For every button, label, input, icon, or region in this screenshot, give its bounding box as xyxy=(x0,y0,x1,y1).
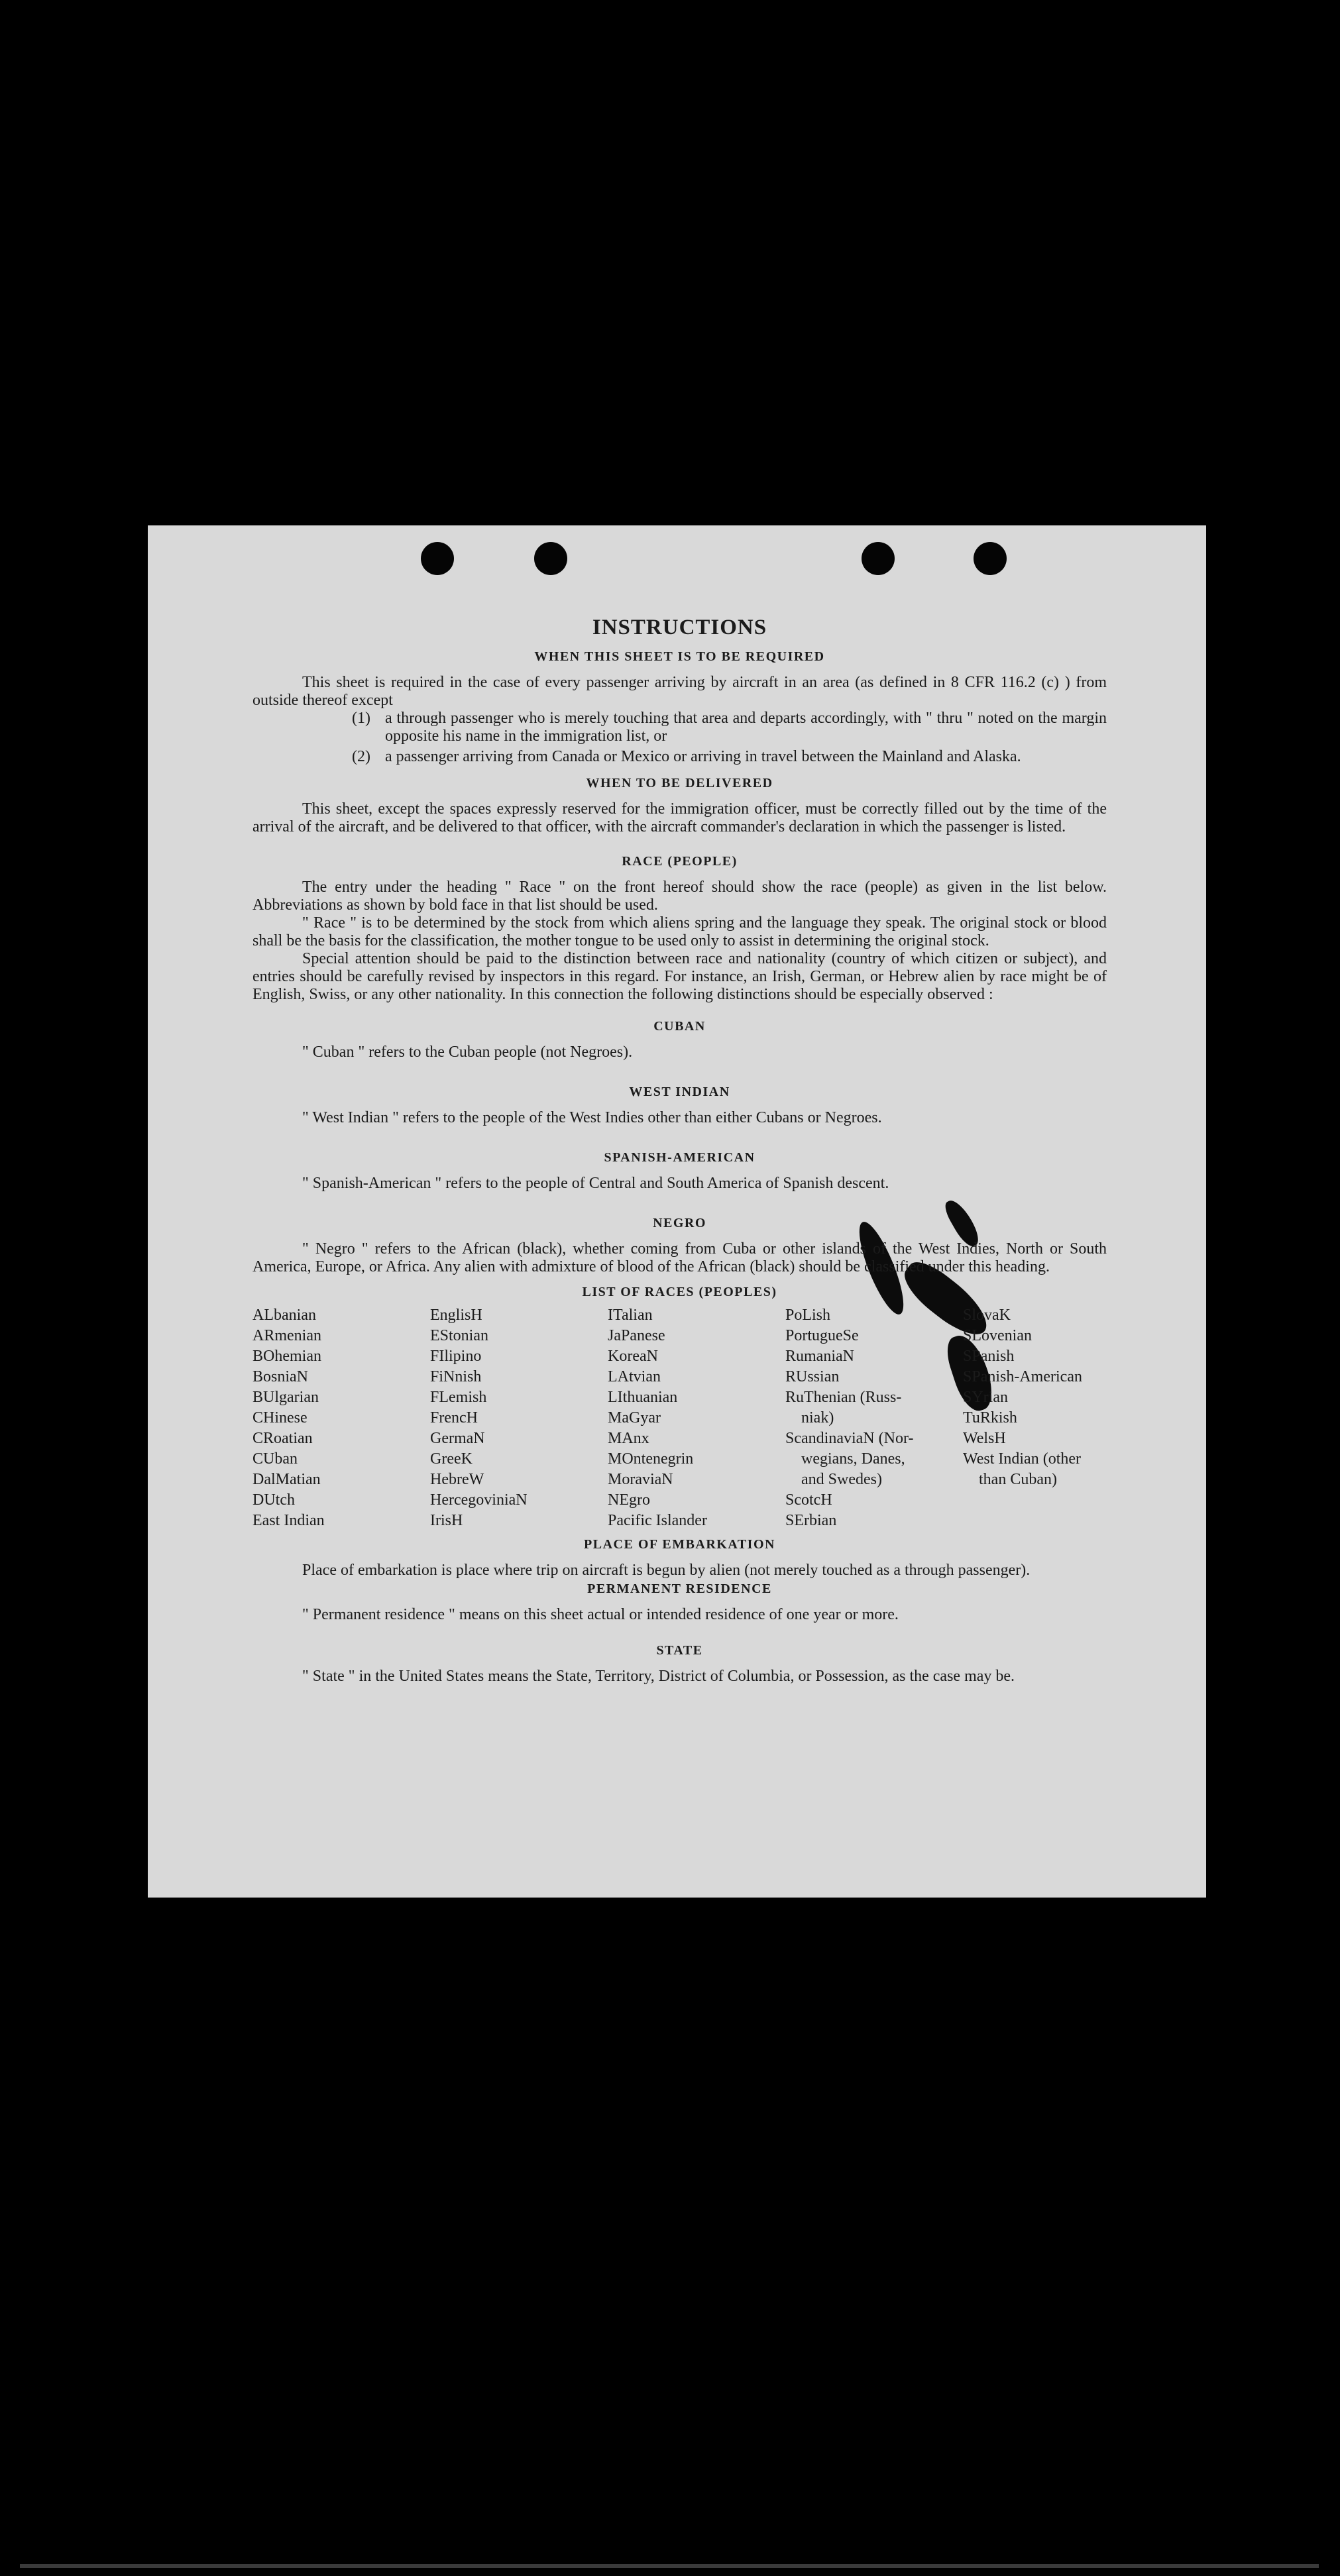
paragraph: This sheet, except the spaces expressly reserved for the immigration officer, must be correctly filled out by the time of the arrival of the aircraft, and be delivered to that officer, with the aircraft commander's declaration in which the passenger is listed. xyxy=(252,800,1107,835)
race-item: BUlgarian xyxy=(252,1389,319,1406)
document-page xyxy=(148,525,1206,1898)
race-item: IrisH xyxy=(430,1512,463,1529)
race-item: than Cuban) xyxy=(963,1471,1057,1488)
paragraph: " Race " is to be determined by the stock from which aliens spring and the language they speak. The original stock or blood shall be the basis for the classification, the mother tongue to be used only to assist in determining the original stock. xyxy=(252,914,1107,949)
race-item: LAtvian xyxy=(608,1368,661,1385)
race-item: PortugueSe xyxy=(785,1327,859,1344)
race-item: EnglisH xyxy=(430,1307,482,1324)
list-text: a passenger arriving from Canada or Mexico or arriving in travel between the Mainland and Alaska. xyxy=(385,748,1021,765)
race-item: ARmenian xyxy=(252,1327,321,1344)
punch-hole xyxy=(974,542,1007,575)
paragraph: The entry under the heading " Race " on the front hereof should show the race (people) as given in the list below. Abbreviations as shown by bold face in that list should be used. xyxy=(252,879,1107,914)
race-item: SYrian xyxy=(963,1389,1008,1406)
race-item: niak) xyxy=(785,1409,834,1426)
race-item: RumaniaN xyxy=(785,1348,854,1365)
race-item: HebreW xyxy=(430,1471,484,1488)
race-item: MaGyar xyxy=(608,1409,661,1426)
punch-hole xyxy=(534,542,567,575)
races-column xyxy=(608,1305,785,1531)
section-heading: STATE xyxy=(656,1643,703,1658)
paragraph: " State " in the United States means the State, Territory, District of Columbia, or Possession, as the case may be. xyxy=(302,1668,1015,1685)
race-item: NEgro xyxy=(608,1491,650,1509)
races-heading: LIST OF RACES (PEOPLES) xyxy=(582,1285,777,1299)
race-item: TuRkish xyxy=(963,1409,1017,1426)
race-item: SPanish xyxy=(963,1348,1015,1365)
paragraph: " Negro " refers to the African (black), whether coming from Cuba or other islands of the West Indies, North or South America, Europe, or Africa. Any alien with admixture of blood of the African (black) should be classified under this heading. xyxy=(252,1240,1107,1275)
race-item: ScotcH xyxy=(785,1491,832,1509)
section-heading: PLACE OF EMBARKATION xyxy=(584,1537,775,1552)
race-item: FrencH xyxy=(430,1409,478,1426)
section-heading: SPANISH-AMERICAN xyxy=(604,1150,755,1165)
races-column xyxy=(963,1305,1107,1531)
section-heading: WHEN TO BE DELIVERED xyxy=(586,776,773,790)
race-item: DalMatian xyxy=(252,1471,321,1488)
race-item: JaPanese xyxy=(608,1327,665,1344)
race-item: wegians, Danes, xyxy=(785,1450,905,1468)
race-item: EStonian xyxy=(430,1327,488,1344)
race-item: CUban xyxy=(252,1450,298,1468)
races-column xyxy=(785,1305,963,1531)
section-heading: RACE (PEOPLE) xyxy=(622,854,738,869)
races-list xyxy=(252,1305,1107,1531)
race-item: CHinese xyxy=(252,1409,307,1426)
race-item: WelsH xyxy=(963,1430,1006,1447)
list-number: (1) xyxy=(352,710,370,727)
race-item: RUssian xyxy=(785,1368,840,1385)
paragraph: " Permanent residence " means on this sheet actual or intended residence of one year or more. xyxy=(302,1606,899,1623)
race-item: SPanish-American xyxy=(963,1368,1082,1385)
race-item: SErbian xyxy=(785,1512,837,1529)
race-item: DUtch xyxy=(252,1491,295,1509)
list-item xyxy=(352,710,1107,745)
race-item: LIthuanian xyxy=(608,1389,678,1406)
race-item: MAnx xyxy=(608,1430,649,1447)
list-number: (2) xyxy=(352,748,370,765)
paragraph: Special attention should be paid to the distinction between race and nationality (country of which citizen or subject), and entries should be carefully revised by inspectors in this regard. For instance, an Irish, German, or Hebrew alien by race might be of English, Swiss, or any other nationality. In this connection the following distinctions should be especially observed : xyxy=(252,950,1107,1003)
scan-edge-noise xyxy=(20,2564,1319,2568)
race-item: PoLish xyxy=(785,1307,831,1324)
paragraph: This sheet is required in the case of every passenger arriving by aircraft in an area (as defined in 8 CFR 116.2 (c) ) from outside thereof except xyxy=(252,674,1107,709)
race-item: GermaN xyxy=(430,1430,485,1447)
list-text: a through passenger who is merely touching that area and departs accordingly, with " thru " noted on the margin opposite his name in the immigration list, or xyxy=(385,710,1107,745)
section-heading: NEGRO xyxy=(653,1216,706,1230)
section-heading: CUBAN xyxy=(653,1019,706,1034)
list-item xyxy=(352,748,1107,766)
race-item: BOhemian xyxy=(252,1348,321,1365)
race-item: West Indian (other xyxy=(963,1450,1082,1468)
race-item: GreeK xyxy=(430,1450,473,1468)
document-title: INSTRUCTIONS xyxy=(592,616,767,639)
race-item: RuThenian (Russ- xyxy=(785,1389,902,1406)
race-item: and Swedes) xyxy=(785,1471,882,1488)
race-item: FiNnish xyxy=(430,1368,482,1385)
instructions-content xyxy=(252,616,1107,1686)
section-heading: WHEN THIS SHEET IS TO BE REQUIRED xyxy=(534,649,825,664)
race-item: MOntenegrin xyxy=(608,1450,694,1468)
race-item: ScandinaviaN (Nor- xyxy=(785,1430,914,1447)
race-item: KoreaN xyxy=(608,1348,658,1365)
punch-hole xyxy=(421,542,454,575)
paragraph: " Spanish-American " refers to the people of Central and South America of Spanish descent. xyxy=(302,1175,889,1192)
races-column xyxy=(252,1305,430,1531)
race-item: HercegoviniaN xyxy=(430,1491,528,1509)
race-item: ALbanian xyxy=(252,1307,316,1324)
race-item: SlovaK xyxy=(963,1307,1011,1324)
section-heading: WEST INDIAN xyxy=(629,1085,730,1099)
paragraph: " Cuban " refers to the Cuban people (not Negroes). xyxy=(302,1044,633,1061)
race-item: ITalian xyxy=(608,1307,653,1324)
race-item: East Indian xyxy=(252,1512,325,1529)
race-item: BosniaN xyxy=(252,1368,308,1385)
punch-hole xyxy=(862,542,895,575)
paragraph: " West Indian " refers to the people of the West Indies other than either Cubans or Negroes. xyxy=(302,1109,882,1126)
races-column xyxy=(430,1305,608,1531)
race-item: FIlipino xyxy=(430,1348,482,1365)
section-heading: PERMANENT RESIDENCE xyxy=(587,1582,772,1596)
paragraph: Place of embarkation is place where trip on aircraft is begun by alien (not merely touched as a through passenger). xyxy=(302,1562,1031,1579)
race-item: CRoatian xyxy=(252,1430,313,1447)
race-item: FLemish xyxy=(430,1389,487,1406)
race-item: SLovenian xyxy=(963,1327,1032,1344)
race-item: Pacific Islander xyxy=(608,1512,707,1529)
race-item: MoraviaN xyxy=(608,1471,673,1488)
